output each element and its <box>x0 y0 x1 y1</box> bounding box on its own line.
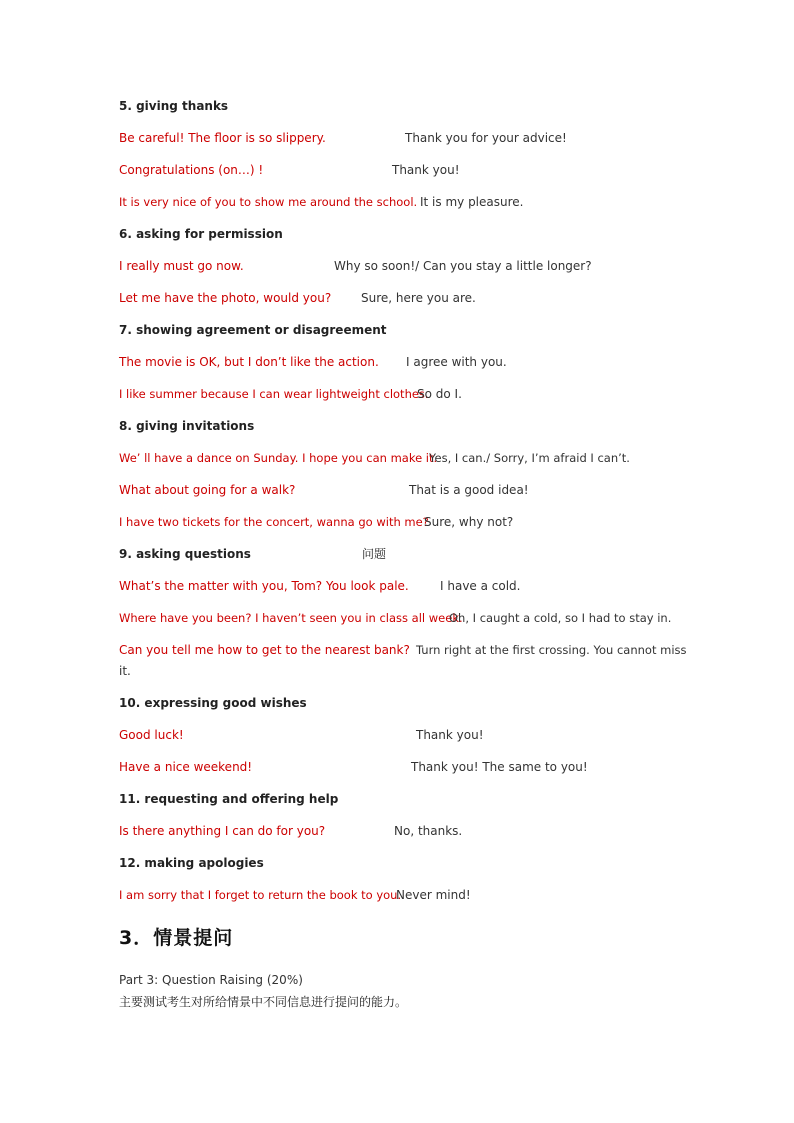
prompt-line: I like summer because I can wear lightweight clothes. <box>119 387 429 401</box>
section-heading-10: 10. expressing good wishes <box>119 696 307 710</box>
reply-line: Yes, I can./ Sorry, I’m afraid I can’t. <box>429 451 630 465</box>
section-heading-8: 8. giving invitations <box>119 419 255 433</box>
section-heading-12: 12. making apologies <box>119 856 264 870</box>
prompt-line: What about going for a walk? <box>119 483 296 497</box>
section-heading-7: 7. showing agreement or disagreement <box>119 323 387 337</box>
reply-line: It is my pleasure. <box>420 195 524 209</box>
prompt-line: What’s the matter with you, Tom? You look pale. <box>119 579 409 593</box>
prompt-line: Let me have the photo, would you? <box>119 291 332 305</box>
prompt-line: Congratulations (on…) ! <box>119 163 264 177</box>
reply-line: No, thanks. <box>394 824 463 838</box>
prompt-line: We’ ll have a dance on Sunday. I hope you can make it. <box>119 451 438 465</box>
prompt-line: Good luck! <box>119 728 184 742</box>
reply-line-continued: it. <box>119 664 131 678</box>
prompt-line: Have a nice weekend! <box>119 760 253 774</box>
prompt-line: It is very nice of you to show me around the school. <box>119 195 418 209</box>
reply-line: Thank you! The same to you! <box>411 760 588 774</box>
reply-line: Never mind! <box>396 888 471 902</box>
reply-line: I have a cold. <box>440 579 521 593</box>
prompt-line: Can you tell me how to get to the nearest bank? <box>119 643 410 657</box>
reply-line: Sure, why not? <box>424 515 514 529</box>
section-heading-5: 5. giving thanks <box>119 99 229 113</box>
section-heading-11: 11. requesting and offering help <box>119 792 339 806</box>
prompt-line: Be careful! The floor is so slippery. <box>119 131 326 145</box>
reply-line: Thank you! <box>416 728 484 742</box>
reply-line: Thank you! <box>392 163 460 177</box>
prompt-line: I really must go now. <box>119 259 244 273</box>
section-heading-6: 6. asking for permission <box>119 227 283 241</box>
prompt-line: Is there anything I can do for you? <box>119 824 326 838</box>
reply-line: Why so soon!/ Can you stay a little longer? <box>334 259 592 273</box>
part-label: Part 3: Question Raising (20%) <box>119 973 303 987</box>
reply-line: So do I. <box>417 387 462 401</box>
section-title: 3．情景提问 <box>119 927 234 949</box>
prompt-line: Where have you been? I haven’t seen you in class all week. <box>119 611 463 625</box>
prompt-line: I have two tickets for the concert, wanna go with me? <box>119 515 429 529</box>
part-description: 主要测试考生对所给情景中不同信息进行提问的能力。 <box>119 995 408 1009</box>
prompt-line: I am sorry that I forget to return the book to you. <box>119 888 402 902</box>
reply-line: Oh, I caught a cold, so I had to stay in. <box>449 611 672 625</box>
section-heading-9: 9. asking questions <box>119 547 251 561</box>
reply-line: I agree with you. <box>406 355 507 369</box>
chinese-note: 问题 <box>362 547 387 561</box>
prompt-line: The movie is OK, but I don’t like the action. <box>119 355 379 369</box>
reply-line: Thank you for your advice! <box>405 131 567 145</box>
reply-line: Turn right at the first crossing. You cannot miss <box>416 643 687 657</box>
reply-line: That is a good idea! <box>409 483 529 497</box>
reply-line: Sure, here you are. <box>361 291 476 305</box>
